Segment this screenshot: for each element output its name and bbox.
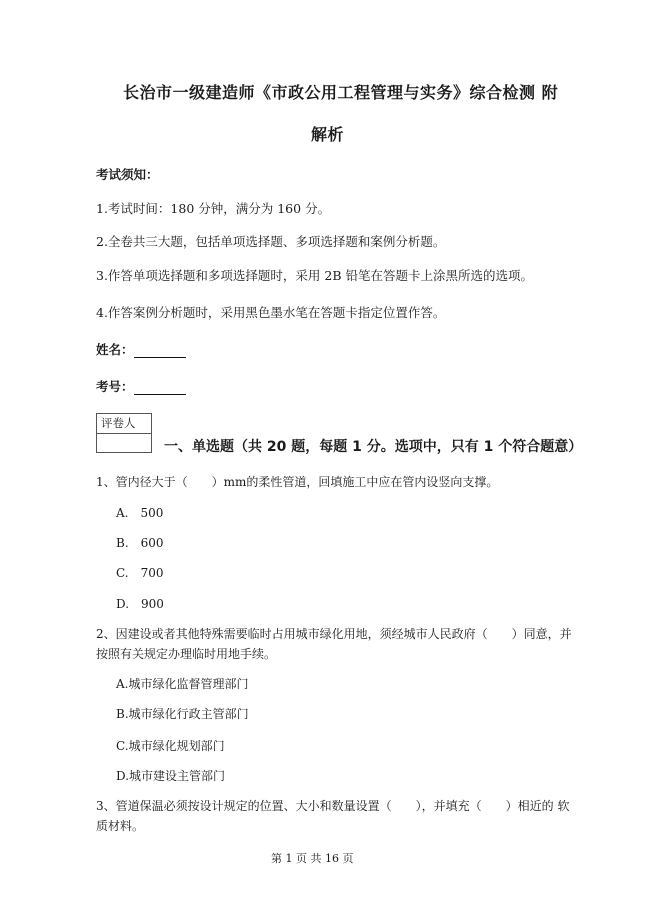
notice-item-1: 1.考试时间：180 分钟，满分为 160 分。: [96, 201, 331, 216]
document-title-line2: 解析: [311, 125, 345, 144]
q1-option-a: A. 500: [116, 506, 164, 520]
section-1-title: 一、单选题（共 20 题，每题 1 分。选项中，只有 1 个符合题意）: [164, 439, 583, 455]
notice-heading: 考试须知：: [96, 167, 159, 182]
question-2-stem-line1: 2、因建设或者其他特殊需要临时占用城市绿化用地，须经城市人民政府（ ）同意，并: [96, 627, 572, 641]
q2-option-d: D.城市建设主管部门: [116, 769, 226, 783]
question-2-stem-line2: 按照有关规定办理临时用地手续。: [96, 647, 277, 661]
page-footer: 第 1 页 共 16 页: [271, 852, 354, 865]
q2-option-b: B.城市绿化行政主管部门: [116, 707, 249, 721]
question-3-stem-line2: 质材料。: [96, 819, 145, 833]
q1-option-b: B. 600: [116, 536, 164, 550]
notice-item-3: 3.作答单项选择题和多项选择题时，采用 2B 铅笔在答题卡上涂黑所选的选项。: [96, 268, 534, 283]
document-title-line1: 长治市一级建造师《市政公用工程管理与实务》综合检测 附: [123, 83, 559, 102]
id-field: [96, 377, 186, 395]
q1-option-c: C. 700: [116, 566, 164, 580]
question-3-stem-line1: 3、管道保温必须按设计规定的位置、大小和数量设置（ ），并填充（ ）相近的 软: [96, 799, 570, 813]
name-blank: [134, 345, 186, 358]
q1-option-d: D. 900: [116, 597, 164, 611]
name-label: 姓名：: [96, 342, 134, 357]
question-1-stem: 1、管内径大于（ ）mm的柔性管道，回填施工中应在管内设竖向支撑。: [96, 475, 499, 489]
id-blank: [134, 382, 186, 395]
name-field: [96, 340, 186, 358]
q2-option-c: C.城市绿化规划部门: [116, 739, 225, 753]
notice-item-4: 4.作答案例分析题时，采用黑色墨水笔在答题卡指定位置作答。: [96, 305, 446, 320]
grader-label: 评卷人: [97, 414, 151, 434]
q2-option-a: A.城市绿化监督管理部门: [116, 677, 249, 691]
grader-box: [96, 413, 152, 453]
notice-item-2: 2.全卷共三大题，包括单项选择题、多项选择题和案例分析题。: [96, 234, 446, 249]
id-label: 考号：: [96, 379, 134, 394]
